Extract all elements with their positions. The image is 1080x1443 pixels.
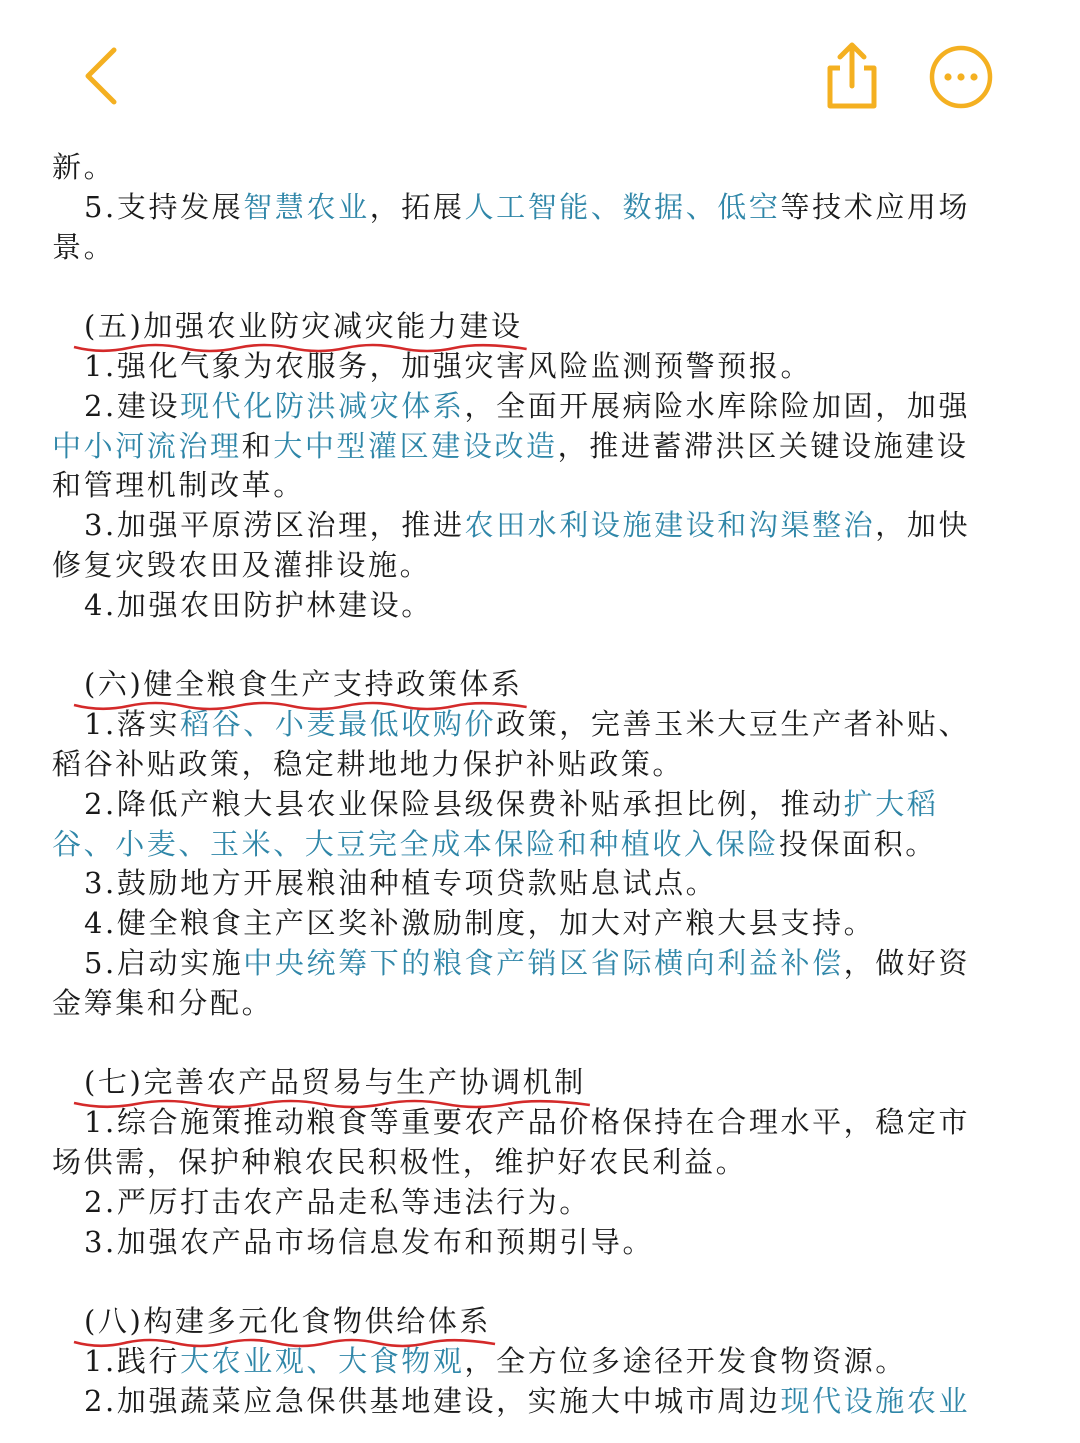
text-line: 3.加强农产品市场信息发布和预期引导。 (84, 1224, 655, 1259)
share-icon[interactable] (820, 40, 884, 110)
text-line: 1.强化气象为农服务，加强灾害风险监测预警预报。 (84, 348, 813, 383)
text-line: 1.综合施策推动粮食等重要农产品价格保持在合理水平，稳定市 (84, 1105, 971, 1140)
highlight-term: 大中型灌区建设改造 (273, 428, 558, 463)
highlight-term: 农田水利设施建设和沟渠整治 (464, 508, 876, 543)
text-line: 2.降低产粮大县农业保险县级保费补贴承担比例，推动扩大稻 (84, 786, 939, 821)
text-line: 修复灾毁农田及灌排设施。 (52, 547, 432, 582)
highlight-term: 智慧农业 (243, 189, 370, 224)
text-line: 1.落实稻谷、小麦最低收购价政策，完善玉米大豆生产者补贴、 (84, 707, 971, 742)
more-options-icon[interactable] (928, 44, 994, 110)
highlight-term: 中小河流治理 (52, 428, 242, 463)
text-line: 1.践行大农业观、大食物观，全方位多途径开发食物资源。 (84, 1343, 907, 1378)
text-line: 谷、小麦、玉米、大豆完全成本保险和种植收入保险投保面积。 (52, 826, 937, 861)
wavy-underline (74, 1097, 590, 1111)
text-line: 2.严厉打击农产品走私等违法行为。 (84, 1184, 591, 1219)
section-heading-8: (八)构建多元化食物供给体系 (52, 1302, 1027, 1342)
highlight-term: 稻谷、小麦最低收购价 (180, 707, 497, 742)
text-line: 4.加强农田防护林建设。 (84, 587, 433, 622)
text-line: 5.支持发展智慧农业，拓展人工智能、数据、低空等技术应用场 (84, 189, 971, 224)
text-line: 5.启动实施中央统筹下的粮食产销区省际横向利益补偿，做好资 (84, 945, 971, 980)
text-line: 金筹集和分配。 (52, 985, 274, 1020)
document-body (52, 148, 1027, 1422)
text-line: 景。 (52, 229, 116, 264)
wavy-underline (74, 341, 527, 355)
text-line: 4.健全粮食主产区奖补激励制度，加大对产粮大县支持。 (84, 906, 876, 941)
highlight-term: 扩大稻 (843, 786, 939, 821)
text-line: 稻谷补贴政策，稳定耕地地力保护补贴政策。 (52, 746, 685, 781)
highlight-term: 谷、小麦、玉米、大豆完全成本保险和种植收入保险 (52, 826, 779, 861)
top-toolbar (0, 0, 1080, 140)
section-heading-7: (七)完善农产品贸易与生产协调机制 (52, 1063, 1027, 1103)
wavy-underline (74, 1336, 495, 1350)
text-line: 中小河流治理和大中型灌区建设改造，推进蓄滞洪区关键设施建设 (52, 428, 969, 463)
section-heading-5: (五)加强农业防灾减灾能力建设 (52, 307, 1027, 347)
highlight-term: 现代化防洪减灾体系 (180, 388, 465, 423)
highlight-term: 中央统筹下的粮食产销区省际横向利益补偿 (243, 945, 844, 980)
text-line: 3.加强平原涝区治理，推进农田水利设施建设和沟渠整治，加快 (84, 508, 971, 543)
wavy-underline (74, 699, 527, 713)
text-line: 场供需，保护种粮农民积极性，维护好农民利益。 (52, 1144, 748, 1179)
text-line: 2.建设现代化防洪减灾体系，全面开展病险水库除险加固，加强 (84, 388, 971, 423)
text-line: 和管理机制改革。 (52, 468, 305, 503)
highlight-term: 大农业观、大食物观 (180, 1343, 465, 1378)
text-line: 3.鼓励地方开展粮油种植专项贷款贴息试点。 (84, 866, 718, 901)
section-heading-6: (六)健全粮食生产支持政策体系 (52, 665, 1027, 705)
text-line: 新。 (52, 150, 116, 184)
highlight-term: 现代设施农业 (780, 1383, 971, 1418)
highlight-term: 人工智能、数据、低空 (464, 189, 781, 224)
text-line: 2.加强蔬菜应急保供基地建设，实施大中城市周边现代设施农业 (84, 1383, 971, 1418)
chevron-left-icon[interactable] (72, 44, 132, 108)
